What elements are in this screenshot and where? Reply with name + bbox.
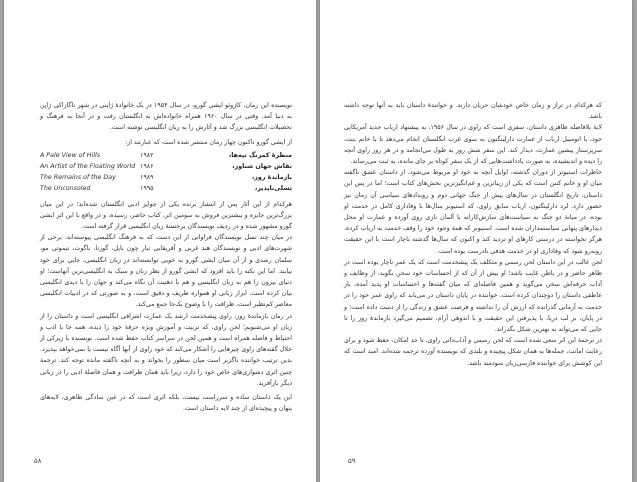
work-persian-title: منظرهٔ کمرنگ تپه‌ها، bbox=[228, 151, 292, 159]
work-item bbox=[40, 161, 292, 172]
work-year: ۱۹۸۲ bbox=[140, 151, 154, 159]
work-english-title: The Unconsoled bbox=[40, 185, 91, 193]
work-item bbox=[40, 150, 292, 161]
left-paragraph-2: از ایشی گورو تاکنون چهار رمان منتشر شده است که عبارتند از: bbox=[125, 138, 292, 146]
work-year: ۱۹۹۵ bbox=[140, 185, 154, 193]
right-page-text bbox=[344, 100, 602, 369]
work-year: ۱۹۸۹ bbox=[140, 174, 154, 182]
left-page-text bbox=[40, 100, 292, 414]
works-list bbox=[40, 150, 292, 195]
right-page-number: ۵۹ bbox=[348, 457, 356, 465]
right-paragraph-4: لحن غالب در این داستان لحن رسمی و متکلف یک پیشخدمت است که یک عمر ناچار بوده است در ظاهر حاضر و در باطن غایب باشد؛ او بیش از آن که از احساسات خود سخن بگوید، از وظایف و آداب حرفه‌اش سخن می‌گوید و همین فاصله‌ای که میان گفته‌ها و احساسات او پدید آمده، بار عاطفی داستان را دوچندان کرده است. خواننده در پایان داستان در می‌یابد که راوی عمر خود را در خدمت به آرمانی گذرانده که ارزش آن را نداشته و فرصت عشق و زندگی را از دست داده است؛ و در پایان، بر لب دریا، با پذیرفتن این حقیقت و با اندوهی آرام، تصمیم می‌گیرد بازماندهٔ روز را تا جایی که می‌تواند به بهترین شکل بگذراند. bbox=[344, 258, 602, 334]
left-page-number: ۵۸ bbox=[34, 457, 42, 465]
left-paragraph-3: هرکدام از این آثار پس از انتشار برنده یکی از جوایز ادبی انگلستان شده‌اند؛ در این میان بزرگ‌ترین جایزه و بیشترین فروش به سومین اثر، کتاب حاضر، رسیده، و در واقع با این اثر ایشی گورو مشهور شده و در ردیف نویسندگان برجستهٔ زبان انگلیسی قرار گرفته است. bbox=[40, 200, 292, 230]
work-year: ۱۹۸۶ bbox=[140, 163, 154, 170]
right-paragraph-3: خاطرات استیونز از دوران گذشته، اوایل آنچه به خود او مربوط می‌شود، از داستان عشق ناگفته میان او و خانم کنتن است که یکی از زیباترین و غم‌انگیزترین بخش‌های کتاب است؛ اما در پس این داستان، تاریخ انگلستان در سال‌های پیش از جنگ جهانی دوم و رویدادهای سیاسی آن زمان نیز حضور دارد. لرد دارلینگتون، ارباب سابق راوی، که استیونز سال‌ها با وفاداری کامل در خدمت او بوده، در میانهٔ دو جنگ به سیاست‌های سازش‌کارانه با آلمان نازی روی آورده و عمارت او محل دیدارهای پنهانی سیاستمداران شده است. استیونز که همهٔ وجود خود را وقف خدمت به ارباب کرده، هرگز نخواسته در درستی کارهای او تردید کند و اکنون که سال‌ها گذشته ناچار است با این حقیقت روبه‌رو شود که وفاداری او در خدمت هدفی نادرست بوده است. bbox=[344, 169, 602, 255]
work-english-title: The Remains of the Day bbox=[40, 174, 116, 182]
right-paragraph-5: در ترجمهٔ این اثر سعی شده است که لحن رسمی و آداب‌دانی راوی، تا حد امکان، حفظ شود و برای رعایت امانت، جمله‌ها به همان شکل پیچیده و بلندی که نویسنده آورده ترجمه شده‌اند. امید است که این کوشش برای خواننده فارسی‌زبان سودمند باشد. bbox=[344, 337, 602, 367]
work-english-title: A Pale View of Hills bbox=[40, 151, 101, 159]
right-paragraph-1: که هرکدام در تراز و زمان خاص خودشان جریان دارند. و خوانندهٔ داستان باید به آنها توجه داشته باشد. bbox=[344, 102, 602, 121]
work-english-title: An Artist of the Floating World bbox=[40, 163, 136, 170]
work-item bbox=[40, 172, 292, 183]
left-paragraph-1: نویسنده این رمان، کازوئو ایشی گورو، در سال ۱۹۵۴ در یک خانوادهٔ ژاپنی در شهر ناگازاکی ژاپن به دنیا آمد. وقتی در سال ۱۹۶۰ همراه خانواده‌اش به انگلستان رفت و در آنجا به فرهنگ و تحصیلات انگلیسی بزرگ شد و آثارش را به زبان انگلیسی نوشته است. bbox=[40, 102, 292, 132]
right-paragraph-2: لایهٔ بلافاصله ظاهری داستان، سفری است که راوی در سال ۱۹۵۶، به پیشنهاد ارباب جدید آمریکایی خود، با اتومبیل ارباب از عمارت دارلینگتون به سوی غرب انگلستان انجام می‌دهد تا با خانم بنت، سرپرستار پیشین عمارت، دیدار کند. این سفر شش روز به طول می‌انجامد و در هر روز راوی آنچه را دیده و اندیشیده، به صورت یادداشت‌هایی که از یک سفر کوتاه بر جای مانده، به ثبت می‌رساند. bbox=[344, 124, 603, 166]
work-persian-title: تسلی‌ناپذیر، bbox=[254, 185, 292, 193]
left-paragraph-5: در رمان بازماندهٔ روز، راوی پیشخدمت ارشد یک عمارت اشرافی انگلیسی است و داستان را از زبان او می‌شنویم؛ لحن راوی، که تربیت و آموزش ویژه حرفهٔ خود را دیده، همه جا با ادب و احتیاط و فاصله همراه است و همین لحن در سراسر کتاب حفظ شده است. نویسنده با زیرکی از خلال گفته‌های راوی چیزهایی را آشکار می‌کند که خود راوی از آنها آگاه نیست یا نمی‌خواهد بپذیرد. بدین ترتیب خواننده ناگزیر است میان سطور را بخواند و به آنچه ناگفته مانده توجه کند. ترجمهٔ چنین اثری دشواری‌های خاص خود را دارد، زیرا باید همان ظرافت و همان فاصلهٔ ادبی را در زبانی دیگر بازآفرید. bbox=[40, 312, 292, 387]
left-paragraph-6: این یک داستان ساده و سرراست نیست، بلکه اثری است که در عین سادگی ظاهری، لایه‌های پنهان و پیچیده‌ای از چند لایه داستان است. bbox=[40, 394, 292, 413]
right-page bbox=[320, 0, 632, 482]
work-item bbox=[40, 183, 292, 194]
left-page bbox=[4, 0, 316, 482]
work-persian-title: بازماندهٔ روز، bbox=[251, 174, 292, 182]
work-persian-title: نقاش جهان شناور، bbox=[232, 163, 292, 170]
left-paragraph-4: در میان چند نسل نویسندگان فراوانی از این دست که به فرهنگ انگلیسی پیوسته‌اند، برخی از شهرت‌های ادبی و نویسندگان هند غربی و آفریقایی تبار چون ناپل، گورنا، ناگوت، تیموتی مو، سلمان رشدی و از آن میان ایشی گورو به خوبی توانسته‌اند در زبان انگلیسی، جایی برای خود بیابند. اما این نکته را باید افزود که ایشی گورو از نظر زبان و سبک به انگلیسی‌ترین آنهاست؛ او دنیای بیرون را هم به زبان انگلیسی و هم با ذهنیت آن نگاه می‌کند و جهان را با دیدی انگلیسی بیان کرده است. ابزار زبانی او همواره ظریف و دقیق است، و به صورتی که در ادبیات انگلیسی معاصر کم‌نظیر است، ظرافت را با وضوح یک‌جا جمع می‌کند. bbox=[40, 234, 292, 309]
